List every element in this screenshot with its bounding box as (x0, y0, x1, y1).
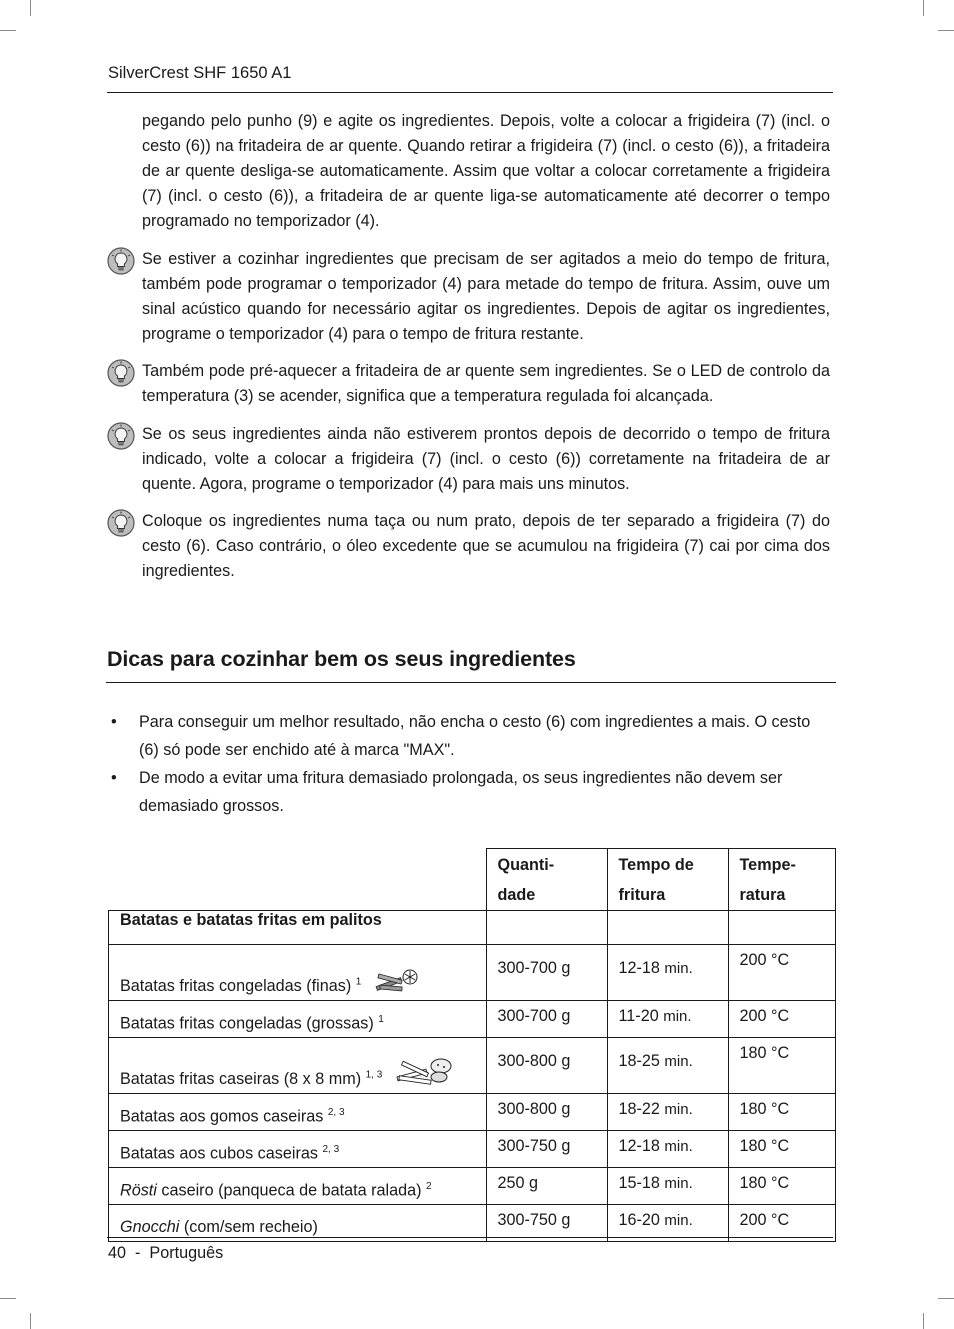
temperature-cell: 180 °C (728, 1094, 835, 1131)
header-temperature: Tempe- ratura (728, 849, 835, 911)
bullet-icon: • (111, 713, 117, 731)
food-cell (109, 1038, 487, 1094)
food-name: Batatas fritas congeladas (finas) $^1$ (120, 968, 420, 996)
quantity-cell: 250 g (486, 1168, 607, 1205)
header-quantity: Quanti- dade (486, 849, 607, 911)
food-name: Gnocchi (com/sem recheio) (120, 1218, 318, 1236)
table-cell (607, 911, 728, 945)
header-divider (107, 92, 833, 93)
temperature-cell: 180 °C (728, 1168, 835, 1205)
lightbulb-tip-icon (107, 359, 135, 387)
tip-paragraph: Também pode pré-aquecer a fritadeira de ar quente sem ingredientes. Se o LED de controlo da temperatura (3) se acender, significa que a temperatura regulada foi alcançada. (142, 362, 830, 405)
time-cell: 18-22 min. (607, 1094, 728, 1131)
frozen-fries-icon (374, 968, 420, 994)
section-divider (106, 682, 836, 683)
header-frying-time: Tempo de fritura (607, 849, 728, 911)
lightbulb-tip-icon (107, 247, 135, 275)
temperature-cell: 180 °C (728, 1131, 835, 1168)
footer-language: Português (149, 1244, 224, 1262)
temperature-cell: 200 °C (728, 945, 835, 1001)
food-cell (109, 1205, 487, 1242)
time-cell: 12-18 min. (607, 1131, 728, 1168)
page-footer (108, 1244, 223, 1263)
tip-paragraph: Coloque os ingredientes numa taça ou num prato, depois de ter separado a frigideira (7) do cesto (6). Caso contrário, o óleo excedente que se acumulou na frigideira (7) cai por cima dos ingredientes. (142, 512, 830, 580)
time-cell: 16-20 min. (607, 1205, 728, 1242)
table-header-empty (109, 849, 487, 911)
tips-bullet-list (107, 708, 827, 820)
section-heading: Dicas para cozinhar bem os seus ingredientes (107, 647, 576, 671)
cooking-table (108, 848, 836, 1242)
table-category-row (109, 911, 836, 945)
table-row (109, 945, 836, 1001)
crop-mark (938, 30, 954, 31)
body-paragraph: pegando pelo punho (9) e agite os ingredientes. Depois, volte a colocar a frigideira (7) (incl. o cesto (6)) na fritadeira de ar quente. Quando retirar a frigideira (7) (incl. o cesto (6)), a fritadeira de ar quente desliga-se automaticamente. Assim que voltar a colocar corretamente a frigideira (7) (incl. o cesto (6)), a fritadeira de ar quente liga-se automaticamente até decorrer o tempo programado no temporizador (4). (142, 112, 830, 230)
quantity-cell: 300-750 g (486, 1131, 607, 1168)
food-cell (109, 1168, 487, 1205)
lightbulb-tip-icon (107, 509, 135, 537)
quantity-cell: 300-800 g (486, 1038, 607, 1094)
category-label: Batatas e batatas fritas em palitos (109, 911, 487, 945)
list-item (107, 764, 827, 820)
tip-paragraph: Se estiver a cozinhar ingredientes que precisam de ser agitados a meio do tempo de fritura, também pode programar o temporizador (4) para metade do tempo de fritura. Assim, ouve um sinal acústico quando for necessário agitar os ingredientes. Depois de agitar os ingredientes, programe o temporizador (4) para o tempo de fritura restante. (142, 250, 830, 343)
temperature-cell: 180 °C (728, 1038, 835, 1094)
bullet-text: De modo a evitar uma fritura demasiado prolongada, os seus ingredientes não devem ser demasiado grossos. (139, 769, 783, 815)
food-cell (109, 1001, 487, 1038)
food-name: Batatas fritas caseiras (8 x 8 mm) $^{1, 3}$ (120, 1057, 455, 1089)
time-cell: 12-18 min. (607, 945, 728, 1001)
food-cell (109, 945, 487, 1001)
bullet-text: Para conseguir um melhor resultado, não encha o cesto (6) com ingredientes a mais. O cesto (6) só pode ser enchido até à marca "MAX". (139, 713, 811, 759)
quantity-cell: 300-800 g (486, 1094, 607, 1131)
crop-mark (923, 0, 924, 16)
crop-mark (30, 1313, 31, 1329)
table-row (109, 1038, 836, 1094)
food-name: Rösti caseiro (panqueca de batata ralada) $^2$ (120, 1180, 432, 1199)
temperature-cell: 200 °C (728, 1001, 835, 1038)
bullet-icon: • (111, 769, 117, 787)
tip-paragraph: Se os seus ingredientes ainda não estiverem prontos depois de decorrido o tempo de fritura indicado, volte a colocar a frigideira (7) (incl. o cesto (6)) corretamente na fritadeira de ar quente. Agora, programe o temporizador (4) para mais uns minutos. (142, 425, 830, 493)
table-cell (486, 911, 607, 945)
footer-separator: - (135, 1244, 141, 1262)
crop-mark (0, 30, 16, 31)
quantity-cell: 300-700 g (486, 945, 607, 1001)
crop-mark (0, 1298, 16, 1299)
table-header-row (109, 849, 836, 911)
crop-mark (923, 1313, 924, 1329)
food-cell (109, 1131, 487, 1168)
table-cell (728, 911, 835, 945)
document-header-title: SilverCrest SHF 1650 A1 (108, 64, 292, 82)
time-cell: 15-18 min. (607, 1168, 728, 1205)
page-number: 40 (108, 1244, 127, 1262)
table-row (109, 1205, 836, 1242)
crop-mark (938, 1298, 954, 1299)
quantity-cell: 300-750 g (486, 1205, 607, 1242)
homemade-fries-icon (395, 1057, 455, 1087)
food-cell (109, 1094, 487, 1131)
time-cell: 18-25 min. (607, 1038, 728, 1094)
crop-mark (30, 0, 31, 16)
time-cell: 11-20 min. (607, 1001, 728, 1038)
table-row (109, 1001, 836, 1038)
table-row (109, 1168, 836, 1205)
temperature-cell: 200 °C (728, 1205, 835, 1242)
food-name: Batatas fritas congeladas (grossas) $^1$ (120, 1013, 384, 1032)
lightbulb-tip-icon (107, 422, 135, 450)
food-name: Batatas aos cubos caseiras $^{2, 3}$ (120, 1143, 340, 1162)
quantity-cell: 300-700 g (486, 1001, 607, 1038)
table-row (109, 1131, 836, 1168)
footer-divider (107, 1237, 833, 1238)
food-name: Batatas aos gomos caseiras $^{2, 3}$ (120, 1106, 345, 1125)
list-item (107, 708, 827, 764)
table-row (109, 1094, 836, 1131)
